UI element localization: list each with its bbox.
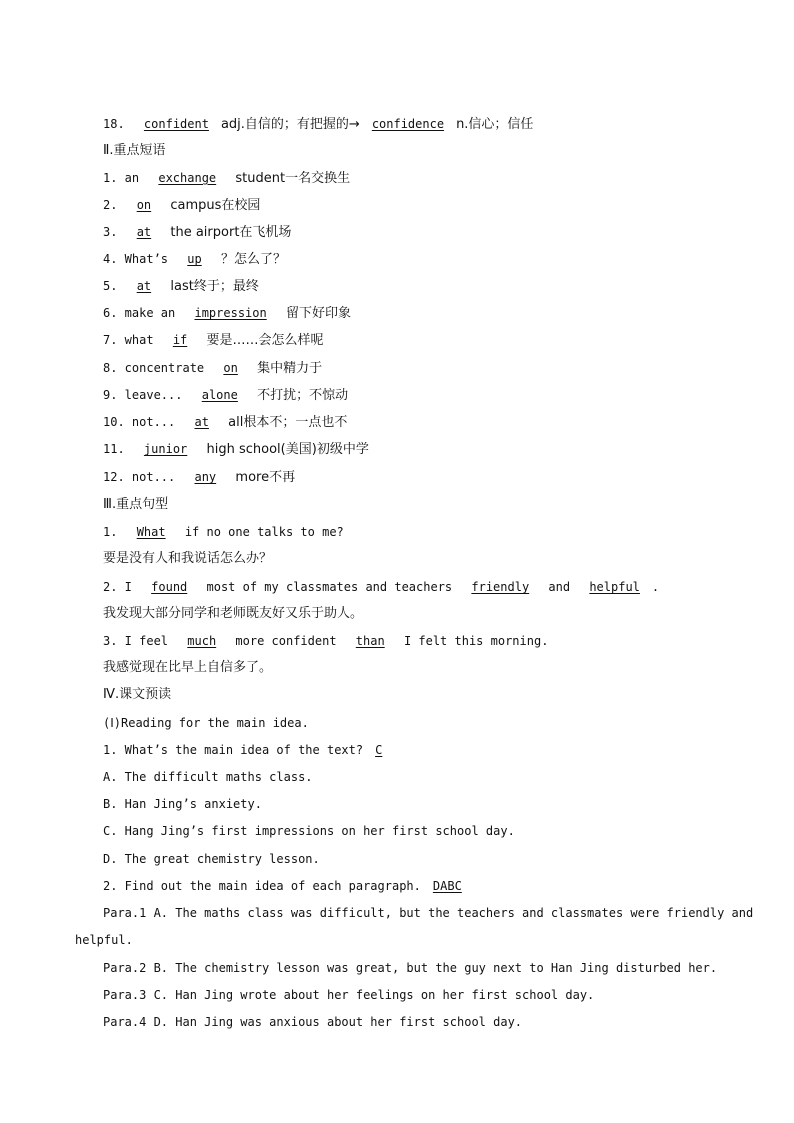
sentence-1-translation: 要是没有人和我说话怎么办？ (103, 551, 273, 566)
phrase-item (103, 468, 295, 487)
phrase-text: last终于；最终 (170, 279, 259, 294)
answer-blank: found (151, 580, 188, 594)
definition-text: adj.自信的；有把握的→ (220, 117, 360, 132)
phrase-text: high school(美国)初级中学 (206, 442, 369, 457)
answer-blank: at (194, 415, 209, 429)
section-heading-phrases: Ⅱ.重点短语 (103, 143, 166, 158)
answer-blank: C (375, 743, 383, 757)
answer-blank: DABC (432, 879, 462, 893)
item-number: 3. I feel (103, 634, 169, 648)
answer-blank: much (187, 634, 217, 648)
answer-blank: at (136, 225, 152, 239)
answer-blank: on (136, 198, 152, 212)
answer-blank: confidence (371, 117, 445, 131)
item-number: 12. not... (103, 470, 176, 484)
answer-blank: on (223, 361, 238, 375)
option-item: B. Han Jing’s anxiety. (103, 797, 262, 811)
sentence-text: . (651, 580, 660, 594)
section-heading-preview: Ⅳ.课文预读 (103, 687, 172, 702)
item-number: 2. (103, 198, 118, 212)
paragraph-idea: Para.3 C. Han Jing wrote about her feelings on her first school day. (103, 988, 595, 1002)
phrase-item (103, 386, 348, 405)
answer-blank: What (136, 525, 166, 539)
answer-blank: alone (201, 388, 238, 402)
phrase-item (103, 250, 286, 269)
sentence-text: if no one talks to me? (184, 525, 344, 539)
reading-subheading: (Ⅰ)Reading for the main idea. (103, 716, 309, 730)
phrase-text: the airport在飞机场 (170, 225, 292, 240)
phrase-item (103, 304, 351, 323)
phrase-item (103, 331, 324, 350)
sentence-text: more confident (235, 634, 337, 648)
phrase-text: campus在校园 (170, 198, 261, 213)
sentence-text: and (548, 580, 571, 594)
item-number: 9. leave... (103, 388, 183, 402)
item-number: 3. (103, 225, 118, 239)
phrase-text: all根本不；一点也不 (228, 415, 348, 430)
item-number: 7. what (103, 333, 154, 347)
sentence-3 (103, 632, 548, 650)
sentence-text: most of my classmates and teachers (206, 580, 453, 594)
paragraph-idea: Para.1 A. The maths class was difficult, but the teachers and classmates were friendly and (103, 906, 754, 920)
vocab-item-18 (103, 115, 533, 134)
phrase-text: 要是……会怎么样呢 (206, 333, 324, 348)
phrase-item (103, 440, 369, 459)
item-number: 8. concentrate (103, 361, 205, 375)
answer-blank: junior (143, 442, 188, 456)
phrase-text: ？怎么了？ (220, 252, 286, 267)
phrase-text: 留下好印象 (285, 306, 351, 321)
paragraph-idea: Para.4 D. Han Jing was anxious about her first school day. (103, 1015, 523, 1029)
phrase-text: student一名交换生 (235, 171, 351, 186)
answer-blank: up (187, 252, 202, 266)
item-number: 11. (103, 442, 125, 456)
phrase-text: more不再 (235, 470, 296, 485)
answer-blank: at (136, 279, 152, 293)
phrase-item (103, 169, 350, 188)
phrase-item (103, 359, 322, 378)
sentence-1 (103, 523, 344, 541)
item-number: 1. (103, 525, 118, 539)
item-number: 6. make an (103, 306, 176, 320)
phrase-text: 不打扰；不惊动 (257, 388, 349, 403)
paragraph-idea-continued: helpful. (75, 933, 133, 947)
item-number: 18. (103, 117, 125, 131)
answer-blank: helpful (589, 580, 640, 594)
item-number: 5. (103, 279, 118, 293)
sentence-3-translation: 我感觉现在比早上自信多了。 (103, 660, 273, 675)
phrase-item (103, 413, 347, 432)
answer-blank: friendly (471, 580, 530, 594)
item-number: 10. not... (103, 415, 176, 429)
question-text: 1. What’s the main idea of the text? (103, 743, 364, 757)
sentence-2-translation: 我发现大部分同学和老师既友好又乐于助人。 (103, 606, 364, 621)
answer-blank: confident (143, 117, 209, 131)
option-item: D. The great chemistry lesson. (103, 852, 320, 866)
question-2 (103, 877, 474, 895)
answer-blank: any (194, 470, 217, 484)
paragraph-idea: Para.2 B. The chemistry lesson was great, but the guy next to Han Jing disturbed her. (103, 961, 718, 975)
sentence-2 (103, 578, 659, 596)
phrase-text: 集中精力于 (257, 361, 323, 376)
phrase-item (103, 196, 260, 215)
phrase-item (103, 277, 259, 296)
section-heading-sentences: Ⅲ.重点句型 (103, 497, 169, 512)
option-item: A. The difficult maths class. (103, 770, 313, 784)
item-number: 1. an (103, 171, 140, 185)
answer-blank: exchange (158, 171, 217, 185)
question-text: 2. Find out the main idea of each paragraph. (103, 879, 421, 893)
answer-blank: than (355, 634, 385, 648)
definition-text: n.信心；信任 (456, 117, 534, 132)
phrase-item (103, 223, 291, 242)
option-item: C. Hang Jing’s first impressions on her first school day. (103, 824, 515, 838)
question-1 (103, 741, 394, 759)
answer-blank: impression (194, 306, 267, 320)
sentence-text: I felt this morning. (403, 634, 549, 648)
item-number: 2. I (103, 580, 132, 594)
item-number: 4. What’s (103, 252, 169, 266)
answer-blank: if (172, 333, 188, 347)
